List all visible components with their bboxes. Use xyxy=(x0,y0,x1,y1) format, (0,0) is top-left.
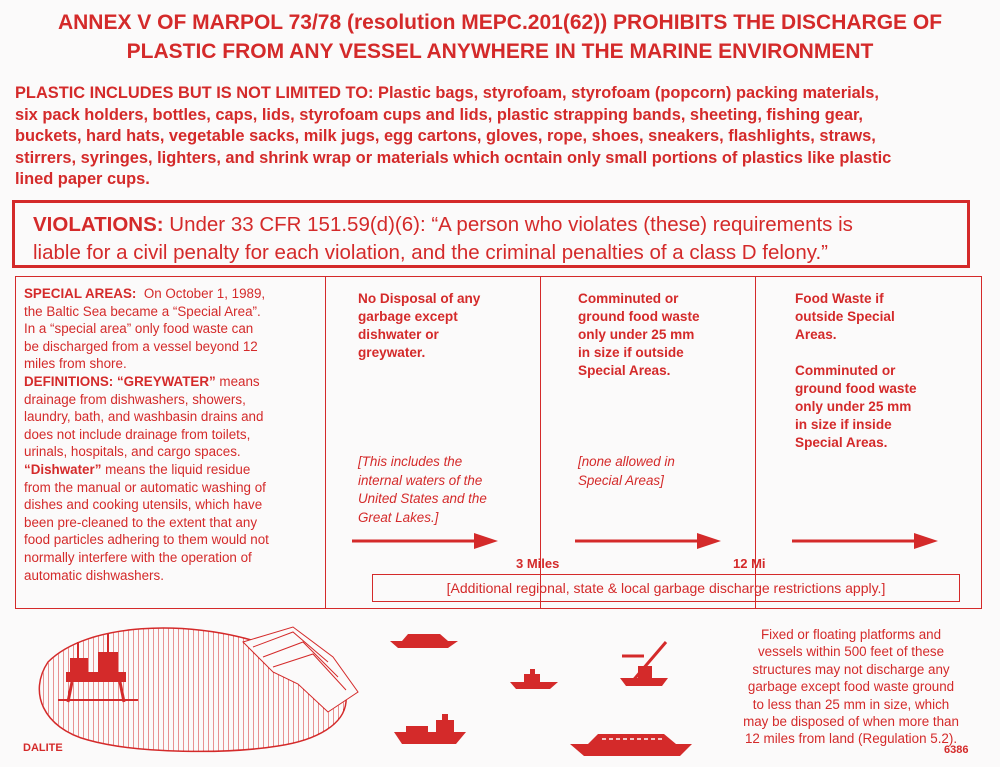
zone-1-line-2: garbage except xyxy=(358,309,458,324)
dishwater-text-1: means the liquid residue xyxy=(105,461,251,477)
tugboat-icon xyxy=(508,668,560,690)
zone-2-line-3: only under 25 mm xyxy=(578,327,695,342)
arrow-right-icon xyxy=(790,530,940,552)
plastic-line-5: lined paper cups. xyxy=(15,170,150,189)
plastic-line-2: six pack holders, bottles, caps, lids, styrofoam cups and lids, plastic strapping bands, sheeting, fishing gear, xyxy=(15,105,863,124)
zone-3-line-8: Special Areas. xyxy=(795,435,888,450)
definitions-label: DEFINITIONS: “GREYWATER” xyxy=(24,373,216,389)
zone-1-note-1: [This includes the xyxy=(358,454,463,469)
zone-3-line-6: only under 25 mm xyxy=(795,399,912,414)
special-line-2: the Baltic Sea became a “Special Area”. xyxy=(24,303,261,319)
special-line-3: In a “special area” only food waste can xyxy=(24,321,254,337)
special-line-4: be discharged from a vessel beyond 12 xyxy=(24,338,258,354)
fixed-platforms-text xyxy=(716,626,986,748)
dishwater-line-7: automatic dishwashers. xyxy=(24,567,164,583)
zone-2-note-2: Special Areas] xyxy=(578,472,664,488)
plastic-line-1: PLASTIC INCLUDES BUT IS NOT LIMITED TO: Plastic bags, styrofoam, styrofoam (popcorn) packing materials, xyxy=(15,84,879,102)
vessel-icon xyxy=(388,629,460,649)
zone-1-line-1: No Disposal of any xyxy=(358,291,481,306)
fixed-line-4: garbage except food waste ground xyxy=(747,679,955,695)
title-line-2: PLASTIC FROM ANY VESSEL ANYWHERE IN THE MARINE ENVIRONMENT xyxy=(126,40,874,63)
distance-3-miles: 3 Miles xyxy=(516,556,560,571)
dishwater-line-1 xyxy=(24,461,324,479)
zone-3-line-1: Food Waste if xyxy=(795,291,884,306)
definitions-line-4: does not include drainage from toilets, xyxy=(24,426,251,442)
title-line-1: ANNEX V OF MARPOL 73/78 (resolution MEPC.201(62)) PROHIBITS THE DISCHARGE OF xyxy=(57,11,943,34)
definitions-line-3: laundry, bath, and washbasin drains and xyxy=(24,409,264,425)
dishwater-line-6: normally interfere with the operation of xyxy=(24,549,252,565)
fixed-line-2: vessels within 500 feet of these xyxy=(757,644,945,660)
special-text-1: On October 1, 1989, xyxy=(143,286,266,301)
zone-2-note xyxy=(578,453,748,490)
plastic-line-3: buckets, hard hats, vegetable sacks, milk jugs, egg cartons, gloves, rope, shoes, sneakers, flashlights, straws, xyxy=(15,127,876,146)
zone-3-spacer xyxy=(795,344,975,362)
violations-box xyxy=(12,200,970,268)
zone-2-line-1: Comminuted or xyxy=(578,291,679,306)
zone-3-line-3: Areas. xyxy=(795,327,837,342)
zone-3-line-2: outside Special xyxy=(795,309,895,324)
definitions-line-2: drainage from dishwashers, showers, xyxy=(24,391,246,407)
zone-1-note xyxy=(358,453,528,527)
definitions-line-5: urinals, hospitals, and cargo spaces. xyxy=(24,444,241,460)
page-title xyxy=(10,8,990,66)
dishwater-line-5: food particles adhering to them would not xyxy=(24,532,269,548)
dishwater-line-3: dishes and cooking utensils, which have xyxy=(24,497,263,513)
zone-3-rule xyxy=(795,290,975,452)
zone-3-line-4: Comminuted or xyxy=(795,363,896,378)
crane-barge-icon xyxy=(618,636,670,688)
zone-2-line-2: ground food waste xyxy=(578,309,700,324)
violations-line-2: liable for a civil penalty for each violation, and the criminal penalties of a class D felony.” xyxy=(33,241,828,264)
cruise-ship-icon xyxy=(568,730,694,758)
dishwater-line-4: been pre-cleaned to the extent that any xyxy=(24,514,258,530)
dishwater-line-2: from the manual or automatic washing of xyxy=(24,479,266,495)
plastic-definition xyxy=(15,83,990,191)
special-line-5: miles from shore. xyxy=(24,356,127,372)
plastic-line-4: stirrers, syringes, lighters, and shrink wrap or materials which ocntain only small portions of plastics like plastic xyxy=(15,148,892,167)
zone-1-rule xyxy=(358,290,528,362)
zone-2-line-5: Special Areas. xyxy=(578,363,671,378)
offshore-platform-map-illustration xyxy=(28,622,368,757)
violations-line-1 xyxy=(33,211,957,239)
product-code: 6386 xyxy=(944,744,969,756)
arrow-right-icon xyxy=(350,530,500,552)
zone-1-line-4: greywater. xyxy=(358,345,426,360)
special-line-1 xyxy=(24,285,324,303)
fixed-line-6: may be disposed of when more than xyxy=(743,714,959,730)
arrow-right-icon xyxy=(573,530,723,552)
zone-1-line-3: dishwater or xyxy=(358,327,439,342)
fixed-line-7: 12 miles from land (Regulation 5.2). xyxy=(744,731,958,747)
fixed-line-1: Fixed or floating platforms and xyxy=(760,627,942,642)
violations-label: VIOLATIONS: xyxy=(33,213,164,236)
dishwater-label: “Dishwater” xyxy=(24,461,102,477)
definitions-line-1 xyxy=(24,373,324,391)
zone-3-line-5: ground food waste xyxy=(795,381,917,396)
ship-icon xyxy=(392,712,468,746)
definitions-text-1: means xyxy=(219,373,260,389)
special-areas-label: SPECIAL AREAS: xyxy=(24,286,137,301)
zone-1-note-4: Great Lakes.] xyxy=(358,509,439,525)
zone-1-note-3: United States and the xyxy=(358,491,487,506)
zone-1-note-2: internal waters of the xyxy=(358,472,483,488)
brand-label: DALITE xyxy=(23,742,63,754)
fixed-line-3: structures may not discharge any xyxy=(752,661,950,677)
special-areas-text xyxy=(24,285,324,584)
fixed-line-5: to less than 25 mm in size, which xyxy=(752,696,950,712)
zone-2-rule xyxy=(578,290,748,380)
zone-2-line-4: in size if outside xyxy=(578,345,684,360)
zone-2-note-1: [none allowed in xyxy=(578,454,675,469)
additional-restrictions: [Additional regional, state & local garbage discharge restrictions apply.] xyxy=(372,574,960,602)
violations-text-1: Under 33 CFR 151.59(d)(6): “A person who violates (these) requirements is xyxy=(169,213,853,236)
divider-1 xyxy=(325,277,326,608)
distance-12-miles: 12 Mi xyxy=(733,556,766,571)
zone-3-line-7: in size if inside xyxy=(795,417,892,432)
